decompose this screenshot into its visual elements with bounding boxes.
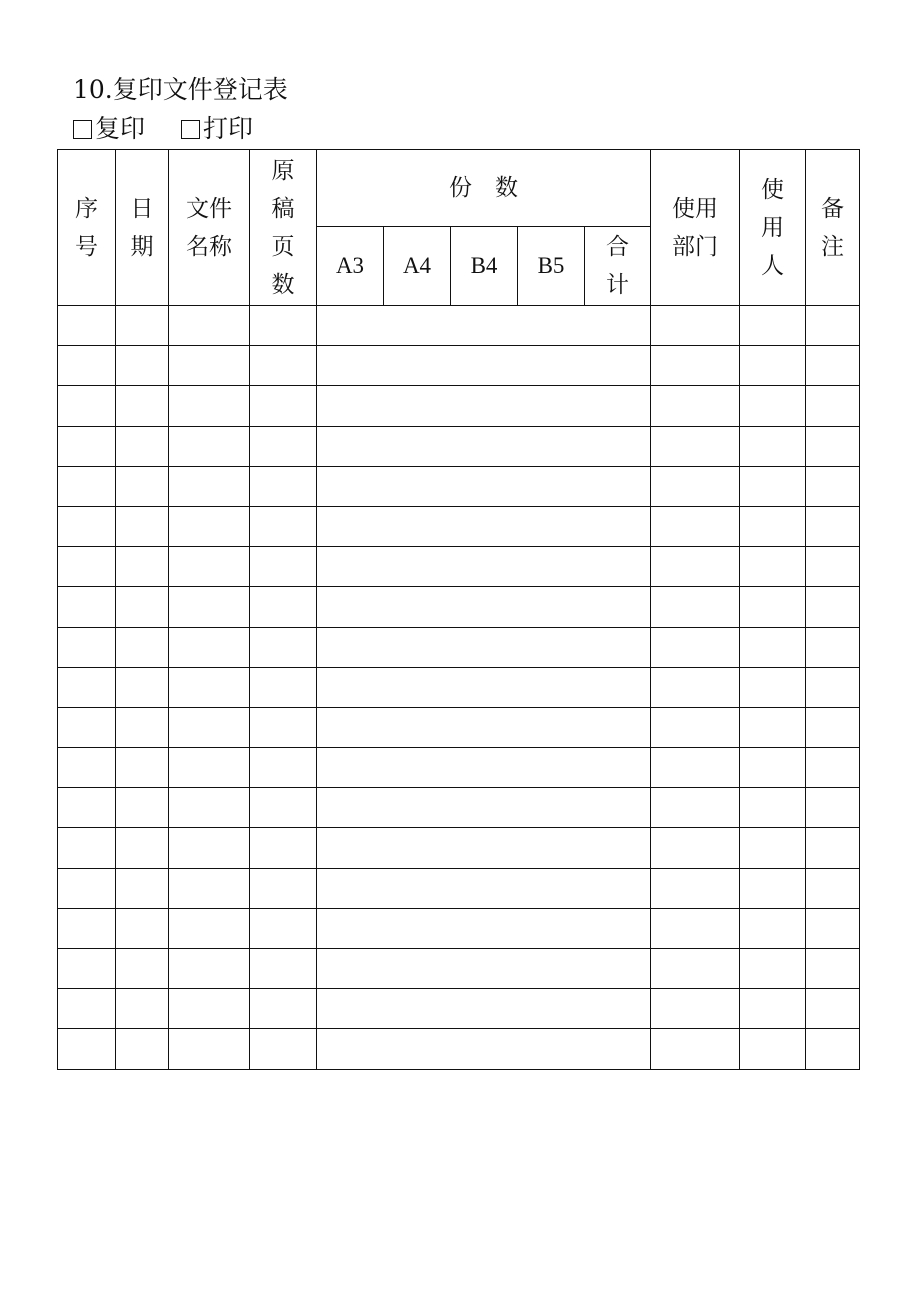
cell-file-name[interactable]	[169, 707, 250, 747]
cell-index[interactable]	[58, 466, 116, 506]
cell-copies[interactable]	[317, 908, 651, 948]
table-row	[58, 828, 860, 868]
cell-copies[interactable]	[317, 386, 651, 426]
cell-department[interactable]	[651, 346, 740, 386]
cell-copies[interactable]	[317, 547, 651, 587]
cell-date[interactable]	[116, 788, 169, 828]
cell-department[interactable]	[651, 306, 740, 346]
cell-copies[interactable]	[317, 748, 651, 788]
cell-file-name[interactable]	[169, 506, 250, 546]
cell-original-pages[interactable]	[250, 466, 317, 506]
cell-index[interactable]	[58, 667, 116, 707]
table-row	[58, 748, 860, 788]
table-row	[58, 547, 860, 587]
cell-user[interactable]	[740, 386, 806, 426]
cell-user[interactable]	[740, 868, 806, 908]
cell-date[interactable]	[116, 949, 169, 989]
print-checkbox[interactable]	[181, 120, 200, 139]
cell-date[interactable]	[116, 466, 169, 506]
cell-file-name[interactable]	[169, 587, 250, 627]
cell-date[interactable]	[116, 707, 169, 747]
cell-copies[interactable]	[317, 667, 651, 707]
cell-user[interactable]	[740, 547, 806, 587]
cell-copies[interactable]	[317, 868, 651, 908]
cell-original-pages[interactable]	[250, 386, 317, 426]
table-row	[58, 707, 860, 747]
table-row	[58, 1029, 860, 1069]
cell-original-pages[interactable]	[250, 828, 317, 868]
cell-remarks[interactable]	[806, 346, 860, 386]
cell-file-name[interactable]	[169, 908, 250, 948]
cell-index[interactable]	[58, 587, 116, 627]
cell-original-pages[interactable]	[250, 627, 317, 667]
cell-file-name[interactable]	[169, 949, 250, 989]
cell-original-pages[interactable]	[250, 587, 317, 627]
cell-date[interactable]	[116, 587, 169, 627]
cell-date[interactable]	[116, 989, 169, 1029]
cell-remarks[interactable]	[806, 667, 860, 707]
cell-file-name[interactable]	[169, 426, 250, 466]
cell-file-name[interactable]	[169, 627, 250, 667]
cell-copies[interactable]	[317, 426, 651, 466]
cell-user[interactable]	[740, 707, 806, 747]
cell-department[interactable]	[651, 466, 740, 506]
cell-date[interactable]	[116, 748, 169, 788]
cell-remarks[interactable]	[806, 949, 860, 989]
cell-file-name[interactable]	[169, 306, 250, 346]
cell-copies[interactable]	[317, 306, 651, 346]
cell-copies[interactable]	[317, 346, 651, 386]
cell-remarks[interactable]	[806, 627, 860, 667]
cell-index[interactable]	[58, 788, 116, 828]
cell-index[interactable]	[58, 306, 116, 346]
cell-remarks[interactable]	[806, 1029, 860, 1069]
header-a3: A3	[317, 227, 384, 306]
cell-remarks[interactable]	[806, 788, 860, 828]
cell-remarks[interactable]	[806, 386, 860, 426]
header-b5: B5	[518, 227, 585, 306]
table-row	[58, 627, 860, 667]
cell-date[interactable]	[116, 828, 169, 868]
copy-checkbox[interactable]	[73, 120, 92, 139]
cell-user[interactable]	[740, 587, 806, 627]
cell-department[interactable]	[651, 587, 740, 627]
cell-user[interactable]	[740, 908, 806, 948]
table-row	[58, 466, 860, 506]
cell-remarks[interactable]	[806, 868, 860, 908]
cell-department[interactable]	[651, 868, 740, 908]
cell-remarks[interactable]	[806, 506, 860, 546]
table-row	[58, 949, 860, 989]
print-type-options	[73, 113, 281, 145]
cell-copies[interactable]	[317, 506, 651, 546]
cell-department[interactable]	[651, 506, 740, 546]
cell-department[interactable]	[651, 707, 740, 747]
cell-user[interactable]	[740, 627, 806, 667]
cell-index[interactable]	[58, 627, 116, 667]
cell-original-pages[interactable]	[250, 667, 317, 707]
cell-date[interactable]	[116, 868, 169, 908]
cell-remarks[interactable]	[806, 908, 860, 948]
cell-remarks[interactable]	[806, 828, 860, 868]
cell-user[interactable]	[740, 949, 806, 989]
header-b4: B4	[451, 227, 518, 306]
cell-user[interactable]	[740, 346, 806, 386]
cell-remarks[interactable]	[806, 547, 860, 587]
cell-original-pages[interactable]	[250, 788, 317, 828]
cell-user[interactable]	[740, 788, 806, 828]
table-row	[58, 306, 860, 346]
table-row	[58, 788, 860, 828]
cell-user[interactable]	[740, 828, 806, 868]
header-index: 序 号	[58, 150, 116, 306]
cell-date[interactable]	[116, 667, 169, 707]
cell-department[interactable]	[651, 908, 740, 948]
header-remarks: 备 注	[806, 150, 860, 306]
cell-user[interactable]	[740, 667, 806, 707]
cell-index[interactable]	[58, 949, 116, 989]
cell-remarks[interactable]	[806, 466, 860, 506]
cell-copies[interactable]	[317, 466, 651, 506]
cell-original-pages[interactable]	[250, 949, 317, 989]
header-date: 日 期	[116, 150, 169, 306]
option-print[interactable]	[181, 113, 253, 145]
cell-file-name[interactable]	[169, 667, 250, 707]
header-total: 合 计	[585, 227, 651, 306]
option-copy[interactable]	[73, 113, 145, 145]
table-row	[58, 426, 860, 466]
cell-original-pages[interactable]	[250, 989, 317, 1029]
cell-index[interactable]	[58, 346, 116, 386]
header-file-name: 文件 名称	[169, 150, 250, 306]
cell-department[interactable]	[651, 1029, 740, 1069]
cell-remarks[interactable]	[806, 989, 860, 1029]
cell-remarks[interactable]	[806, 587, 860, 627]
cell-original-pages[interactable]	[250, 426, 317, 466]
cell-index[interactable]	[58, 908, 116, 948]
header-user: 使 用 人	[740, 150, 806, 306]
cell-copies[interactable]	[317, 707, 651, 747]
header-department: 使用 部门	[651, 150, 740, 306]
table-row	[58, 346, 860, 386]
cell-date[interactable]	[116, 1029, 169, 1069]
cell-copies[interactable]	[317, 828, 651, 868]
cell-copies[interactable]	[317, 627, 651, 667]
cell-copies[interactable]	[317, 1029, 651, 1069]
option-print-label: 打印	[202, 114, 253, 143]
cell-department[interactable]	[651, 386, 740, 426]
table-row	[58, 506, 860, 546]
cell-index[interactable]	[58, 828, 116, 868]
cell-original-pages[interactable]	[250, 506, 317, 546]
cell-remarks[interactable]	[806, 306, 860, 346]
cell-original-pages[interactable]	[250, 707, 317, 747]
cell-file-name[interactable]	[169, 466, 250, 506]
cell-index[interactable]	[58, 748, 116, 788]
cell-file-name[interactable]	[169, 868, 250, 908]
table-row	[58, 587, 860, 627]
cell-file-name[interactable]	[169, 1029, 250, 1069]
cell-index[interactable]	[58, 707, 116, 747]
cell-date[interactable]	[116, 908, 169, 948]
cell-department[interactable]	[651, 989, 740, 1029]
cell-department[interactable]	[651, 627, 740, 667]
cell-department[interactable]	[651, 788, 740, 828]
cell-date[interactable]	[116, 346, 169, 386]
cell-original-pages[interactable]	[250, 1029, 317, 1069]
cell-date[interactable]	[116, 547, 169, 587]
cell-index[interactable]	[58, 386, 116, 426]
cell-user[interactable]	[740, 989, 806, 1029]
cell-date[interactable]	[116, 426, 169, 466]
cell-date[interactable]	[116, 627, 169, 667]
cell-file-name[interactable]	[169, 748, 250, 788]
cell-index[interactable]	[58, 426, 116, 466]
cell-original-pages[interactable]	[250, 306, 317, 346]
cell-original-pages[interactable]	[250, 868, 317, 908]
form-title: 10.复印文件登记表	[73, 75, 288, 104]
cell-date[interactable]	[116, 306, 169, 346]
cell-date[interactable]	[116, 506, 169, 546]
cell-file-name[interactable]	[169, 828, 250, 868]
cell-index[interactable]	[58, 547, 116, 587]
cell-user[interactable]	[740, 1029, 806, 1069]
cell-index[interactable]	[58, 868, 116, 908]
table-row	[58, 908, 860, 948]
cell-user[interactable]	[740, 306, 806, 346]
table-row	[58, 667, 860, 707]
cell-date[interactable]	[116, 386, 169, 426]
cell-original-pages[interactable]	[250, 547, 317, 587]
cell-department[interactable]	[651, 426, 740, 466]
cell-original-pages[interactable]	[250, 346, 317, 386]
header-copies: 份 数	[317, 150, 651, 227]
cell-department[interactable]	[651, 667, 740, 707]
cell-copies[interactable]	[317, 587, 651, 627]
cell-file-name[interactable]	[169, 386, 250, 426]
cell-file-name[interactable]	[169, 989, 250, 1029]
cell-user[interactable]	[740, 466, 806, 506]
table-row	[58, 868, 860, 908]
cell-remarks[interactable]	[806, 707, 860, 747]
cell-copies[interactable]	[317, 949, 651, 989]
cell-original-pages[interactable]	[250, 748, 317, 788]
cell-department[interactable]	[651, 828, 740, 868]
cell-department[interactable]	[651, 748, 740, 788]
cell-copies[interactable]	[317, 989, 651, 1029]
cell-user[interactable]	[740, 748, 806, 788]
cell-file-name[interactable]	[169, 547, 250, 587]
cell-user[interactable]	[740, 426, 806, 466]
header-original-pages: 原 稿 页 数	[250, 150, 317, 306]
cell-department[interactable]	[651, 547, 740, 587]
copy-register-table	[57, 149, 860, 1070]
cell-copies[interactable]	[317, 788, 651, 828]
cell-remarks[interactable]	[806, 426, 860, 466]
cell-index[interactable]	[58, 1029, 116, 1069]
header-a4: A4	[384, 227, 451, 306]
cell-index[interactable]	[58, 506, 116, 546]
table-row	[58, 386, 860, 426]
cell-remarks[interactable]	[806, 748, 860, 788]
cell-index[interactable]	[58, 989, 116, 1029]
option-copy-label: 复印	[95, 114, 146, 143]
cell-file-name[interactable]	[169, 346, 250, 386]
cell-file-name[interactable]	[169, 788, 250, 828]
table-row	[58, 989, 860, 1029]
cell-department[interactable]	[651, 949, 740, 989]
cell-original-pages[interactable]	[250, 908, 317, 948]
cell-user[interactable]	[740, 506, 806, 546]
